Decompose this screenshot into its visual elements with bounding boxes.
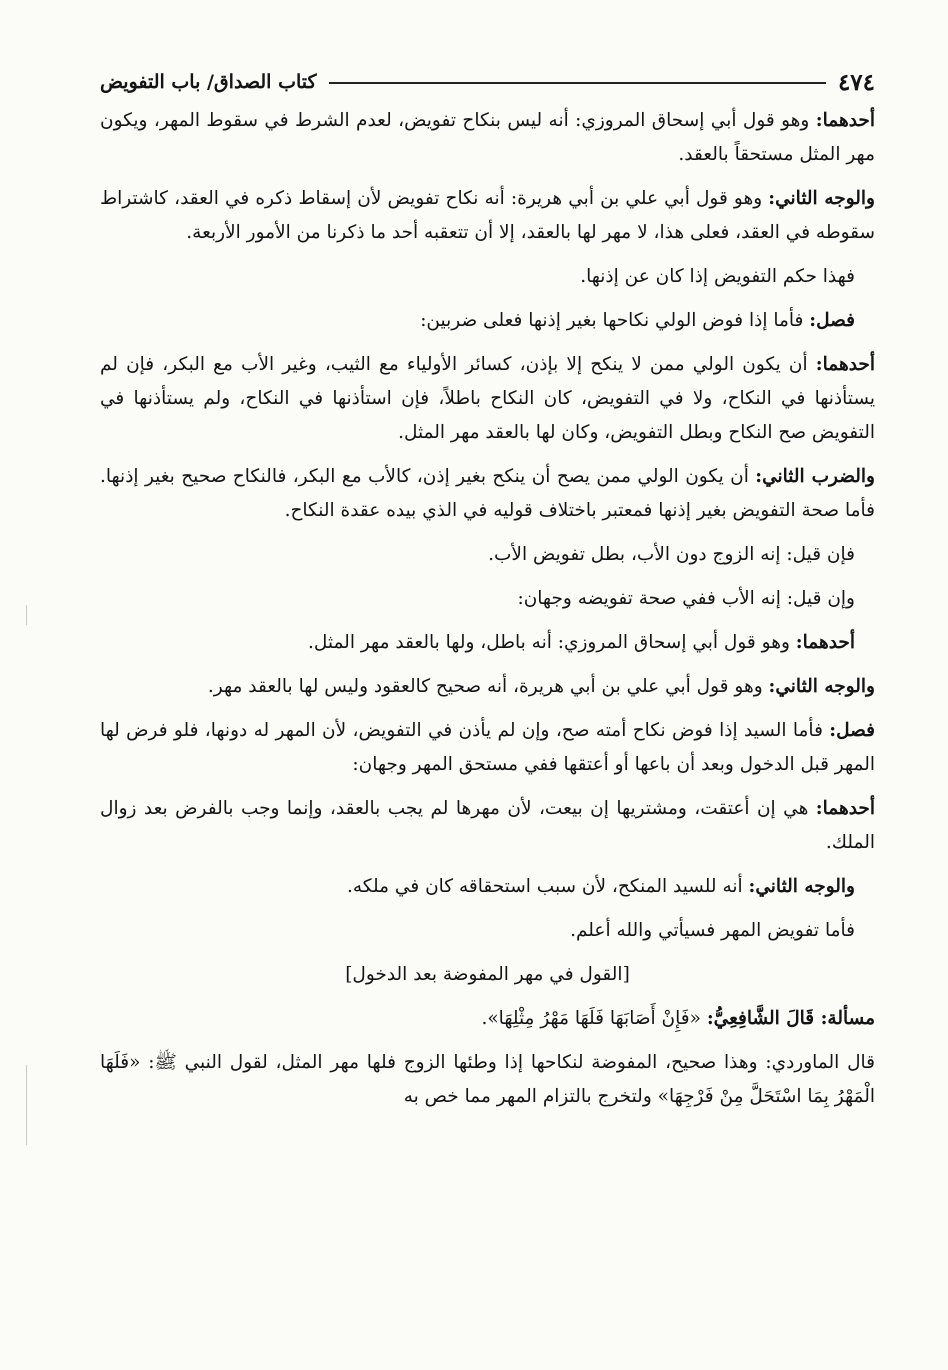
paragraph: فصل: فأما السيد إذا فوض نكاح أمته صح، وإن لم يأذن في التفويض، لأن المهر له دونها، فلو فرض لها المهر قبل الدخول وبعد أن باعها أو أعتقها ففي مستحق المهر وجهان:: [100, 720, 875, 775]
paragraph: أحدهما: أن يكون الولي ممن لا ينكح إلا بإذن، كسائر الأولياء مع الثيب، وغير الأب مع البكر، فإن لم يستأذنها في النكاح، ولا في التفويض، كان النكاح باطلاً، فإن استأذنها في النكاح، ولم يستأذنها في التفويض صح النكاح وبطل التفويض، وكان لها بالعقد مهر المثل.: [100, 354, 875, 443]
paragraph: مسألة: قَالَ الشَّافِعِيُّ: «فَإِنْ أَصَابَهَا فَلَهَا مَهْرُ مِثْلِهَا».: [481, 1008, 875, 1029]
book-page: [100, 60, 875, 1350]
paragraph: أحدهما: وهو قول أبي إسحاق المروزي: أنه ليس بنكاح تفويض، لعدم الشرط في سقوط المهر، ويكون مهر المثل مستحقاً بالعقد.: [100, 110, 875, 165]
paragraph: أحدهما: وهو قول أبي إسحاق المروزي: أنه باطل، ولها بالعقد مهر المثل.: [308, 632, 855, 653]
paragraph: أحدهما: هي إن أعتقت، ومشتريها إن بيعت، لأن مهرها لم يجب بالعقد، وإنما وجب بالفرض بعد زوال الملك.: [100, 798, 875, 853]
page-number: ٤٧٤: [837, 68, 875, 96]
paragraph: والوجه الثاني: أنه للسيد المنكح، لأن سبب استحقاقه كان في ملكه.: [347, 876, 855, 897]
body-text: [100, 104, 875, 1114]
paragraph: والوجه الثاني: وهو قول أبي علي بن أبي هريرة، أنه صحيح كالعقود وليس لها بالعقد مهر.: [207, 676, 875, 697]
section-heading: [القول في مهر المفوضة بعد الدخول]: [345, 964, 630, 985]
paragraph: فأما تفويض المهر فسيأتي والله أعلم.: [570, 920, 855, 941]
paragraph: وإن قيل: إنه الأب ففي صحة تفويضه وجهان:: [517, 588, 855, 609]
paragraph: قال الماوردي: وهذا صحيح، المفوضة لنكاحها إذا وطئها الزوج فلها مهر المثل، لقول النبي ﷺ: «فَلَهَا الْمَهْرُ بِمَا اسْتَحَلَّ مِنْ فَرْجِهَا» ولتخرج بالتزام المهر مما خص به: [100, 1052, 875, 1107]
paragraph: فهذا حكم التفويض إذا كان عن إذنها.: [580, 266, 855, 287]
running-header: [100, 60, 875, 104]
scan-margin-line: [26, 1065, 27, 1145]
paragraph: والضرب الثاني: أن يكون الولي ممن يصح أن ينكح بغير إذن، كالأب مع البكر، فالنكاح صحيح بغير إذنها. فأما صحة التفويض بغير إذنها فمعتبر باختلاف قوليه في الذي بيده عقدة النكاح.: [100, 466, 875, 521]
paragraph: والوجه الثاني: وهو قول أبي علي بن أبي هريرة: أنه نكاح تفويض لأن إسقاط ذكره في العقد، كاشتراط سقوطه في العقد، فعلى هذا، لا مهر لها بالعقد، إلا أن تتعقبه أحد ما ذكرنا من الأمور الأربعة.: [100, 188, 875, 243]
running-title: كتاب الصداق/ باب التفويض: [100, 71, 317, 93]
paragraph: فصل: فأما إذا فوض الولي نكاحها بغير إذنها فعلى ضربين:: [420, 310, 855, 331]
header-rule: [329, 82, 826, 84]
scan-margin-tick: [26, 605, 27, 625]
paragraph: فإن قيل: إنه الزوج دون الأب، بطل تفويض الأب.: [488, 544, 855, 565]
